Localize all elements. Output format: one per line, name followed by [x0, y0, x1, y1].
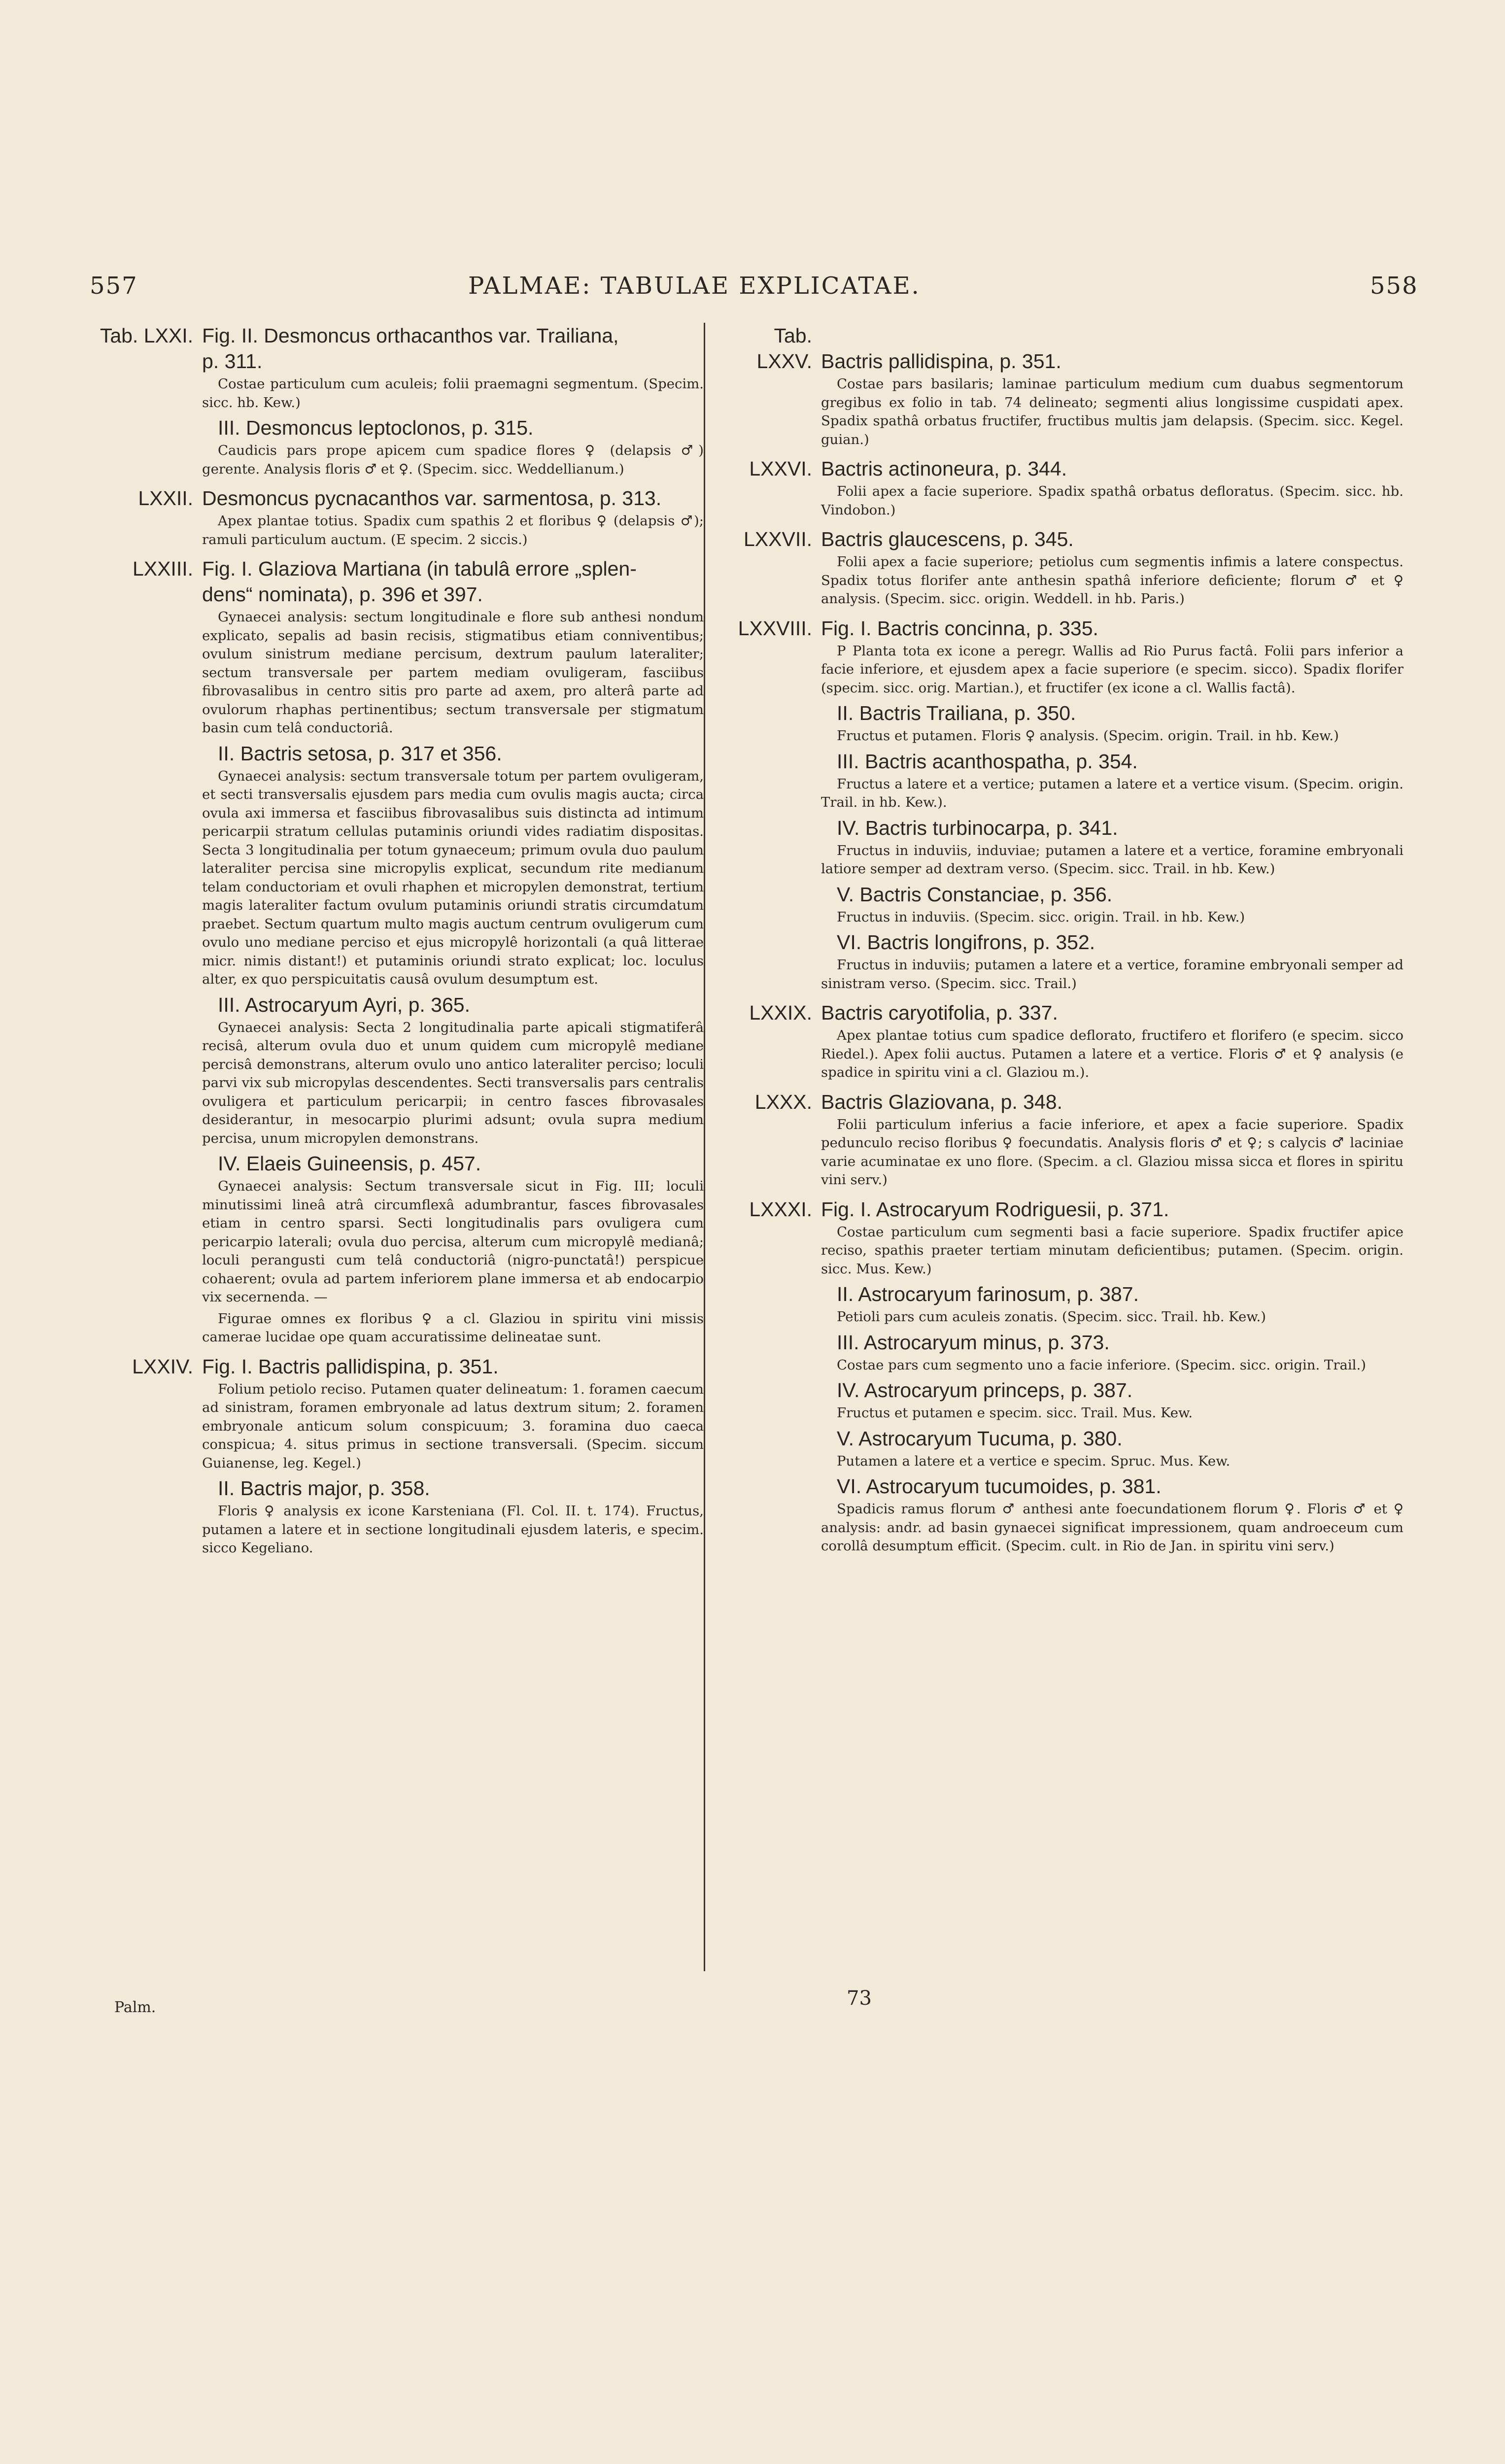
running-title: PALMAE: TABULAE EXPLICATAE.	[468, 272, 921, 300]
tab-label: LXXIX.	[749, 1001, 812, 1024]
entry-title: Fig. I. Bactris pallidispina, p. 351.	[202, 1355, 499, 1378]
figure-text: Petioli pars cum aculeis zonatis. (Specim. sicc. Trail. hb. Kew.)	[837, 1309, 1266, 1325]
tab-label: LXXVI.	[749, 457, 812, 480]
figure-title: II. Bactris major, p. 358.	[218, 1477, 430, 1500]
entry-tab-72	[90, 485, 704, 549]
figure-text: Fructus in induviis. (Specim. sicc. origin. Trail. in hb. Kew.)	[837, 909, 1245, 925]
tab-label: Tab. LXXI.	[100, 324, 193, 347]
entry-text: Folii particulum inferius a facie inferiore, et apex a facie superiore. Spadix pedunculo reciso floribus ♀ foecundatis. Analysis floris ♂ et ♀; s calycis ♂ laciniae varie acuminatae ex uno flore. (Specim. a cl. Glaziou missa sicca et flores in spiritu vini serv.)	[821, 1116, 1403, 1188]
entry-tab-78	[714, 616, 1403, 993]
entry-tab-80	[714, 1089, 1403, 1190]
page-number-right: 558	[1370, 272, 1418, 300]
tab-label: LXXVII.	[743, 528, 812, 550]
entry-text: Costae particulum cum aculeis; folii praemagni segmentum. (Specim. sicc. hb. Kew.)	[202, 376, 704, 411]
column-divider	[704, 323, 705, 1971]
tab-label: LXXX.	[754, 1090, 812, 1113]
left-column	[90, 323, 704, 1565]
entry-text: Folii apex a facie superiore. Spadix spathâ orbatus defloratus. (Specim. sicc. hb. Vindobon.)	[821, 483, 1403, 518]
figure-title: IV. Astrocaryum princeps, p. 387.	[837, 1379, 1133, 1402]
figure-title: II. Bactris Trailiana, p. 350.	[837, 702, 1076, 724]
entry-title: Fig. I. Glaziova Martiana (in tabulâ errore „splen-	[202, 557, 637, 580]
tab-label: Tab. LXXV.	[756, 324, 812, 373]
tab-label: LXXIII.	[132, 557, 193, 580]
figure-text: Floris ♀ analysis ex icone Karsteniana (Fl. Col. II. t. 174). Fructus, putamen a latere et in sectione longitudinali ejusdem lateris, e specim. sicco Kegeliano.	[202, 1503, 704, 1556]
entry-title-cont: p. 311.	[202, 350, 263, 373]
entry-text: Folii apex a facie superiore; petiolus cum segmentis infimis a latere conspectus. Spadix totus florifer ante anthesin spathâ inferiore deficiente; florum ♂ et ♀ analysis. (Specim. sicc. origin. Weddell. in hb. Paris.)	[821, 554, 1403, 607]
entry-title: Bactris glaucescens, p. 345.	[821, 528, 1074, 550]
figure-title: V. Bactris Constanciae, p. 356.	[837, 883, 1113, 906]
figure-text: Fructus et putamen. Floris ♀ analysis. (Specim. origin. Trail. in hb. Kew.)	[837, 728, 1339, 744]
entry-text: Costae pars basilaris; laminae particulum medium cum duabus segmentorum gregibus ex folio in tab. 74 delineato; segmenti alius longissime cuspidati apex. Spadix spathâ orbatus fructifer, fructibus multis jam delapsis. (Specim. sicc. Kegel. guian.)	[821, 376, 1403, 447]
right-column	[714, 323, 1403, 1563]
figure-text: Fructus in induviis; putamen a latere et a vertice, foramine embryonali semper ad sinistram verso. (Specim. sicc. Trail.)	[821, 957, 1403, 992]
figure-text: Putamen a latere et a vertice e specim. Spruc. Mus. Kew.	[837, 1453, 1231, 1469]
page-header	[0, 270, 1505, 309]
figure-text: Costae pars cum segmento uno a facie inferiore. (Specim. sicc. origin. Trail.)	[837, 1357, 1366, 1373]
figure-text: Gynaecei analysis: Secta 2 longitudinalia parte apicali stigmatiferâ recisâ, alterum ovula duo et unum quidem cum micropylê mediane percisâ demonstrans, alterum ovulo uno antico lateraliter perciso; loculi parvi vix sub micropylas descendentes. Secti transversalis pars centralis ovuligera et particulum pericarpii; in centro fasces fibrovasales desiderantur, in mesocarpio plurimi adsunt; ovula supra medium percisa, unum micropylen demonstrans.	[202, 1019, 704, 1146]
figure-title: III. Bactris acanthospatha, p. 354.	[837, 750, 1138, 773]
entry-tab-75	[714, 323, 1403, 449]
entry-tab-74	[90, 1354, 704, 1558]
footer-sheet-number: 73	[847, 1987, 872, 2010]
page-number-left: 557	[90, 272, 138, 300]
figure-title: II. Astrocaryum farinosum, p. 387.	[837, 1283, 1139, 1305]
figure-text: Caudicis pars prope apicem cum spadice flores ♀ (delapsis ♂) gerente. Analysis floris ♂ et ♀. (Specim. sicc. Weddellianum.)	[202, 443, 704, 477]
tab-label: LXXIV.	[132, 1355, 193, 1378]
figure-text: Gynaecei analysis: sectum transversale totum per partem ovuligeram, et secti transversalis ejusdem pars media cum ovulis magis aucta; circa ovula axi immersa et fasciibus fibrovasalibus suis distincta ad intimum pericarpii stratum cellulas putaminis oriundi vides radiatim dispositas. Secta 3 longitudinalia per totum gynaeceum; primum ovula duo paulum lateraliter percisa sine micropylis explicat, secundum rite medianum telam conductoriam et ovuli rhaphen et micropylen demonstrat, tertium magis lateraliter factum ovulum putaminis oriundi stratis circumdatum praebet. Sectum quartum multo magis auctum centrum ovuligerum cum ovulo uno mediane perciso et ejus micropylê horizontali (a quâ litterae micr. nimis distant!) et putaminis oriundi strato explicat; loc. loculus alter, ex quo perspicuitatis causâ ovulum desumptum est.	[202, 768, 704, 987]
entry-tab-81	[714, 1197, 1403, 1556]
entry-tab-76	[714, 456, 1403, 519]
entry-tab-77	[714, 526, 1403, 609]
figure-title: III. Desmoncus leptoclonos, p. 315.	[218, 416, 534, 439]
entry-title: Fig. I. Bactris concinna, p. 335.	[821, 616, 1098, 640]
entry-text: Costae particulum cum segmenti basi a facie superiore. Spadix fructifer apice reciso, spathis praeter tertiam minutam deficientibus; putamen. (Specim. origin. sicc. Mus. Kew.)	[821, 1224, 1403, 1277]
entry-title: Bactris Glaziovana, p. 348.	[821, 1090, 1062, 1113]
entry-text: Apex plantae totius cum spadice deflorato, fructifero et florifero (e specim. sicco Riedel.). Apex folii auctus. Putamen a latere et a vertice. Floris ♂ et ♀ analysis (e spadice in spiritu vini a cl. Glaziou m.).	[821, 1027, 1403, 1080]
figure-text: Fructus et putamen e specim. sicc. Trail. Mus. Kew.	[837, 1405, 1193, 1421]
entry-title: Fig. II. Desmoncus orthacanthos var. Trailiana,	[202, 324, 619, 347]
entry-title: Desmoncus pycnacanthos var. sarmentosa, p. 313.	[202, 487, 662, 510]
figure-title: III. Astrocaryum Ayri, p. 365.	[218, 993, 470, 1016]
figure-text: Gynaecei analysis: Sectum transversale sicut in Fig. III; loculi minutissimi lineâ atrâ circumflexâ adumbrantur, fasces fibrovasales etiam in centro sparsi. Secti longitudinalis pars ovuligera cum pericarpio laterali; ovula duo percisa, alterum cum micropylê medianâ; loculi perangusti cum telâ conductoriâ (nigro-punctatâ!) perspicue cohaerent; ovula ad partem inferiorem plane immersa et ab endocarpio vix secernenda. —	[202, 1178, 704, 1305]
entry-text: Folium petiolo reciso. Putamen quater delineatum: 1. foramen caecum ad sinistram, foramen embryonale ad latus dextrum situm; 2. foramen embryonale anticum solum conspicuum; 3. foramina duo caeca conspicua; 4. situs primus in sectione transversali. (Specim. siccum Guianense, leg. Kegel.)	[202, 1381, 704, 1471]
figure-title: VI. Astrocaryum tucumoides, p. 381.	[837, 1475, 1162, 1498]
figure-note: Figurae omnes ex floribus ♀ a cl. Glaziou in spiritu vini missis camerae lucidae ope quam accuratissime delineatae sunt.	[202, 1310, 704, 1345]
entry-title: Bactris pallidispina, p. 351.	[821, 350, 1061, 373]
entry-title: Bactris caryotifolia, p. 337.	[821, 1001, 1058, 1024]
tab-label: LXXXI.	[749, 1198, 812, 1221]
entry-tab-73	[90, 556, 704, 1347]
figure-title: II. Bactris setosa, p. 317 et 356.	[218, 742, 502, 765]
figure-text: Fructus a latere et a vertice; putamen a latere et a vertice visum. (Specim. origin. Trail. in hb. Kew.).	[821, 776, 1403, 810]
figure-text: Spadicis ramus florum ♂ anthesi ante foecundationem florum ♀. Floris ♂ et ♀ analysis: andr. ad basin gynaecei significat impressionem, quam androeceum cum corollâ desumptum efficit. (Specim. cult. in Rio de Jan. in spiritu vini serv.)	[821, 1501, 1403, 1554]
figure-title: IV. Bactris turbinocarpa, p. 341.	[837, 816, 1118, 839]
entry-tab-71	[90, 323, 704, 479]
entry-text: P Planta tota ex icone a peregr. Wallis ad Rio Purus factâ. Folii pars inferior a facie inferiore, et ejusdem apex a facie superiore (e specim. sicco). Spadix florifer (specim. sicc. orig. Martian.), et fructifer (ex icone a cl. Wallis factâ).	[821, 643, 1403, 696]
tab-label: LXXVIII.	[738, 616, 812, 640]
entry-tab-79	[714, 1000, 1403, 1082]
entry-title: Fig. I. Astrocaryum Rodriguesii, p. 371.	[821, 1198, 1169, 1221]
figure-title: V. Astrocaryum Tucuma, p. 380.	[837, 1427, 1123, 1450]
entry-title-cont: dens“ nominata), p. 396 et 397.	[202, 583, 483, 606]
entry-text: Apex plantae totius. Spadix cum spathis 2 et floribus ♀ (delapsis ♂); ramuli particulum auctum. (E specim. 2 siccis.)	[202, 513, 704, 548]
figure-title: IV. Elaeis Guineensis, p. 457.	[218, 1152, 481, 1175]
figure-text: Fructus in induviis, induviae; putamen a latere et a vertice, foramine embryonali latiore semper ad dextram verso. (Specim. sicc. Trail. in hb. Kew.)	[821, 842, 1403, 877]
entry-title: Bactris actinoneura, p. 344.	[821, 457, 1067, 480]
entry-text: Gynaecei analysis: sectum longitudinale e flore sub anthesi nondum explicato, sepalis ad basin recisis, stigmatibus etiam conniventibus; ovulum sinistrum mediane percisum, dextrum paulum lateraliter; sectum transversale per partem mediam ovuligeram, fasciibus fibrovasalibus in centro sitis pro parte ad axem, pro alterâ parte ad ovulorum rhaphas pertinentibus; sectum transversale per stigmatum basin cum telâ conductoriâ.	[202, 609, 704, 736]
tab-label: LXXII.	[138, 487, 193, 510]
footer-signature: Palm.	[114, 1999, 156, 2016]
figure-title: VI. Bactris longifrons, p. 352.	[837, 931, 1095, 954]
figure-title: III. Astrocaryum minus, p. 373.	[837, 1331, 1110, 1354]
